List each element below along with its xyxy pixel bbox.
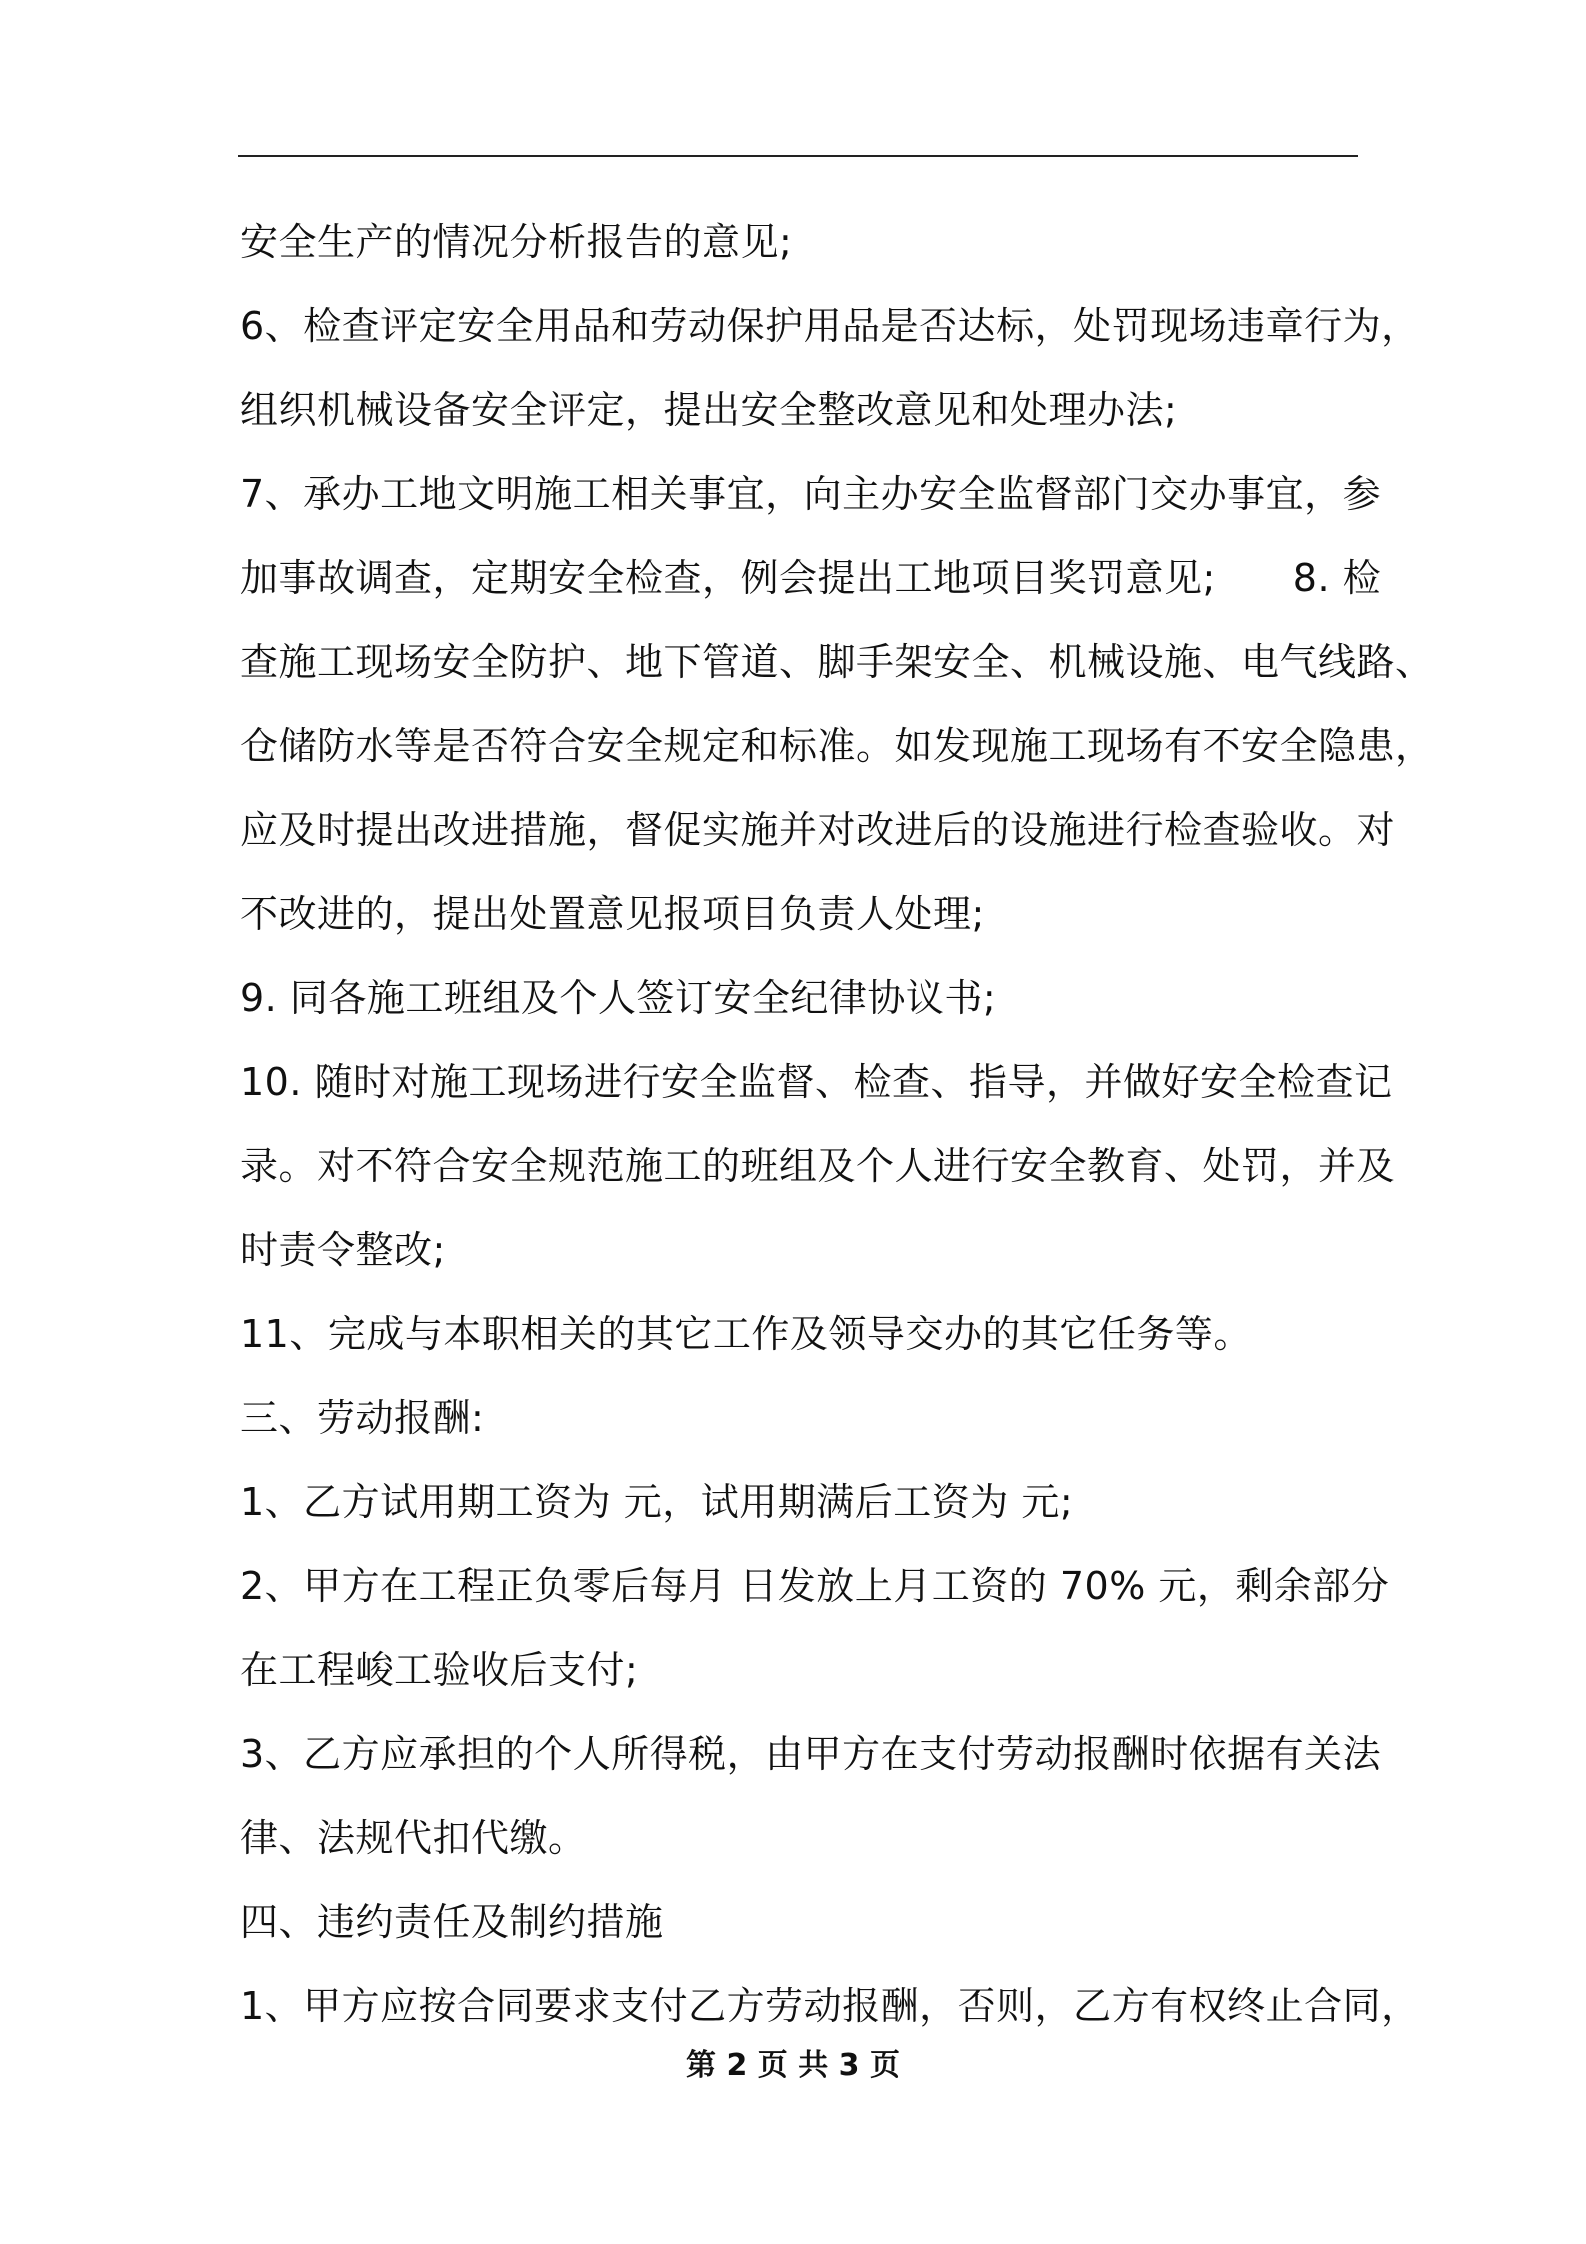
text-line: 安全生产的情况分析报告的意见; (240, 220, 793, 264)
page-number-footer: 第 2 页 共 3 页 (686, 2048, 900, 2083)
text-line: 在工程峻工验收后支付; (240, 1648, 639, 1692)
section-heading: 四、违约责任及制约措施 (240, 1900, 664, 1944)
text-line: 应及时提出改进措施，督促实施并对改进后的设施进行检查验收。对 (240, 808, 1396, 852)
text-line: 11、完成与本职相关的其它工作及领导交办的其它任务等。 (240, 1312, 1252, 1356)
text-line: 律、法规代扣代缴。 (240, 1816, 587, 1860)
text-line: 不改进的，提出处置意见报项目负责人处理; (240, 892, 985, 936)
header-rule (238, 155, 1358, 157)
text-line: 录。对不符合安全规范施工的班组及个人进行安全教育、处罚，并及 (240, 1144, 1396, 1188)
text-line: 组织机械设备安全评定，提出安全整改意见和处理办法; (240, 388, 1178, 432)
text-line: 7、承办工地文明施工相关事宜，向主办安全监督部门交办事宜，参 (240, 472, 1382, 516)
text-line: 加事故调查，定期安全检查，例会提出工地项目奖罚意见; 8. 检 (240, 556, 1382, 600)
text-line: 1、乙方试用期工资为 元，试用期满后工资为 元; (240, 1480, 1074, 1524)
body-text (240, 200, 1434, 2048)
text-line: 3、乙方应承担的个人所得税，由甲方在支付劳动报酬时依据有关法 (240, 1732, 1382, 1776)
text-line: 2、甲方在工程正负零后每月 日发放上月工资的 70% 元，剩余部分 (240, 1564, 1390, 1608)
text-line: 6、检查评定安全用品和劳动保护用品是否达标，处罚现场违章行为， (240, 304, 1420, 348)
text-line: 仓储防水等是否符合安全规定和标准。如发现施工现场有不安全隐患， (240, 724, 1434, 768)
text-line: 时责令整改; (240, 1228, 446, 1272)
text-line: 查施工现场安全防护、地下管道、脚手架安全、机械设施、电气线路、 (240, 640, 1434, 684)
text-line: 1、甲方应按合同要求支付乙方劳动报酬，否则，乙方有权终止合同， (240, 1984, 1420, 2028)
section-heading: 三、劳动报酬: (240, 1396, 485, 1440)
text-line: 9. 同各施工班组及个人签订安全纪律协议书; (240, 976, 997, 1020)
text-line: 10. 随时对施工现场进行安全监督、检查、指导，并做好安全检查记 (240, 1060, 1393, 1104)
